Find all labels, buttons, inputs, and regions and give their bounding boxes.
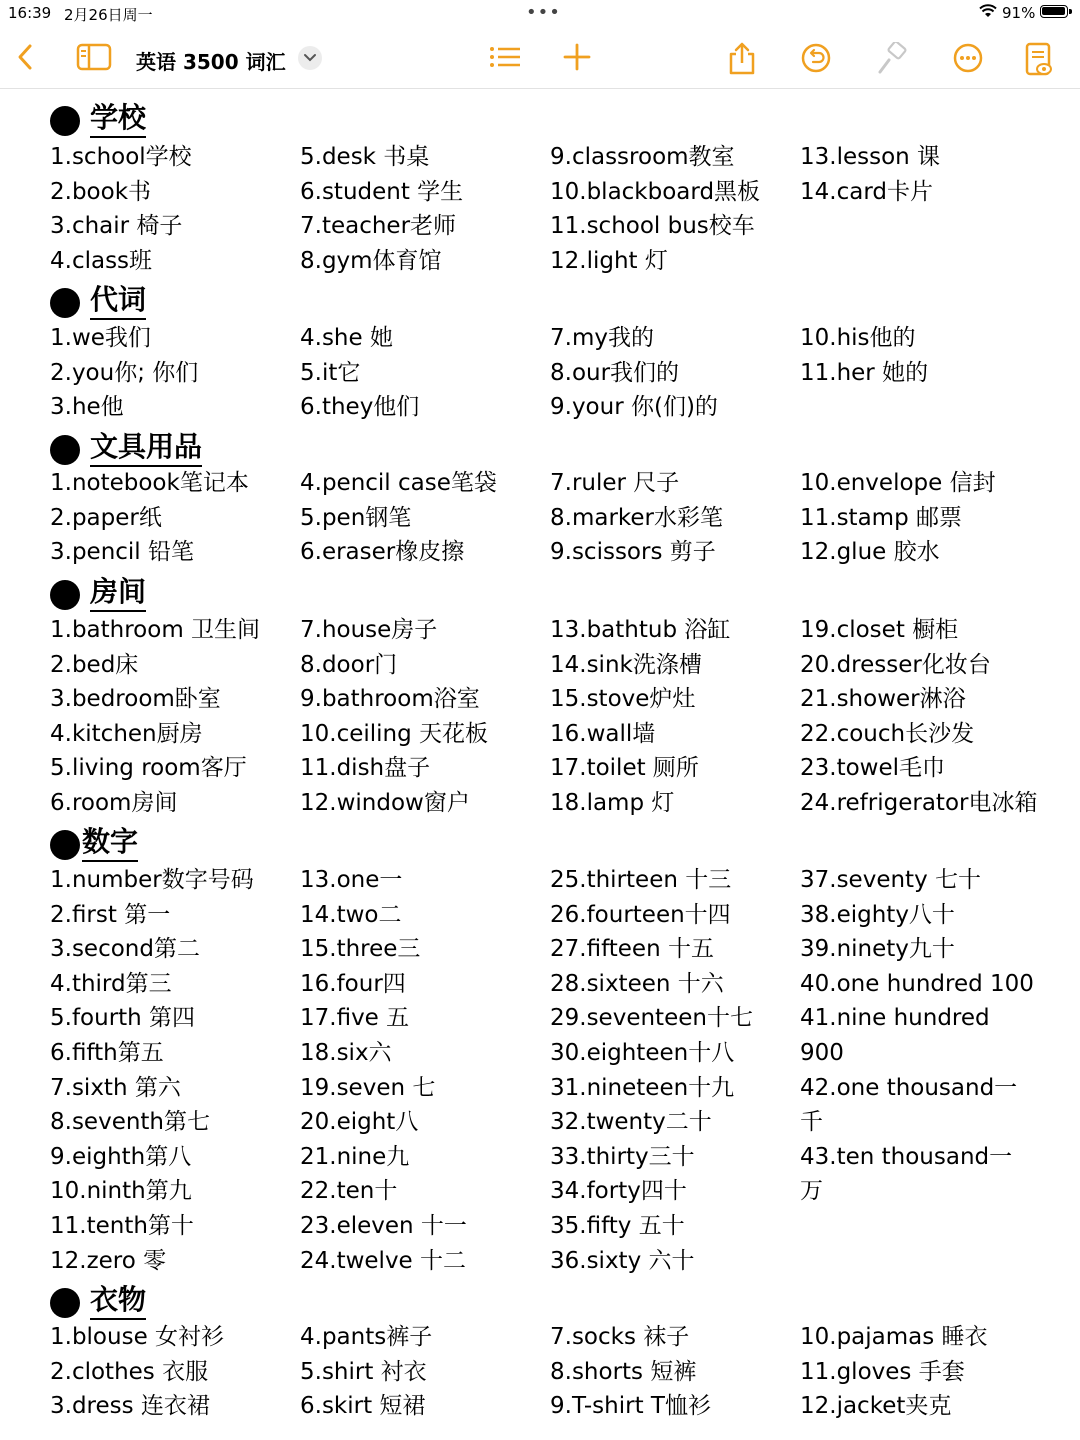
vocab-item: 39.ninety九十 (800, 936, 955, 963)
vocab-item: 10.his他的 (800, 325, 916, 351)
add-icon[interactable] (562, 42, 592, 72)
vocab-item: 11.stamp 邮票 (800, 504, 962, 531)
vocab-item: 12.light 灯 (550, 247, 668, 274)
vocab-item: 11.dish盘子 (300, 755, 431, 782)
multitasking-dots[interactable]: ••• (526, 2, 561, 23)
vocab-item: 24.refrigerator电冰箱 (800, 790, 1038, 816)
vocab-item: 2.clothes 衣服 (50, 1358, 209, 1385)
vocab-item: 38.eighty八十 (800, 901, 955, 928)
vocab-item: 10.pajamas 睡衣 (800, 1324, 988, 1350)
vocab-item: 11.tenth第十 (50, 1213, 194, 1239)
document-title[interactable]: 英语 3500 词汇 (136, 50, 286, 74)
bullet-icon (50, 106, 80, 136)
sidebar-icon[interactable] (76, 42, 112, 72)
vocab-item: 20.dresser化妆台 (800, 651, 991, 678)
section-title: 代词 (90, 282, 146, 320)
vocab-item: 15.stove炉灶 (550, 686, 696, 713)
vocab-item: 18.six六 (300, 1040, 392, 1066)
vocab-item: 27.fifteen 十五 (550, 936, 714, 963)
vocab-item: 31.nineteen十九 (550, 1074, 735, 1101)
bullet-icon (50, 288, 80, 318)
vocab-item: 9.bathroom浴室 (300, 686, 480, 713)
vocab-item: 42.one thousand一 (800, 1074, 1018, 1101)
vocab-item: 40.one hundred 100 (800, 970, 1034, 997)
vocab-item: 1.number数字号码 (50, 867, 254, 893)
vocab-item: 7.house房子 (300, 617, 438, 643)
vocab-item: 12.glue 胶水 (800, 539, 940, 566)
section-title: 文具用品 (90, 429, 202, 467)
vocab-item: 36.sixty 六十 (550, 1247, 695, 1274)
vocab-item: 5.it它 (300, 359, 361, 386)
vocab-item: 8.door门 (300, 651, 398, 678)
section-title: 衣物 (90, 1282, 146, 1320)
vocab-item: 4.third第三 (50, 970, 172, 997)
vocab-item: 3.bedroom卧室 (50, 686, 221, 713)
vocab-item: 43.ten thousand一 (800, 1143, 1013, 1170)
vocab-item: 10.envelope 信封 (800, 470, 996, 496)
vocab-item: 5.fourth 第四 (50, 1005, 196, 1032)
bullet-icon (50, 435, 80, 465)
vocab-item: 37.seventy 七十 (800, 867, 981, 893)
vocab-item: 7.sixth 第六 (50, 1074, 181, 1101)
battery-icon (1040, 5, 1068, 18)
more-options-icon[interactable] (952, 42, 984, 74)
vocab-item: 10.ceiling 天花板 (300, 720, 489, 747)
vocab-item: 6.student 学生 (300, 178, 464, 205)
vocab-item: 1.bathroom 卫生间 (50, 617, 261, 643)
vocab-item: 10.blackboard黑板 (550, 178, 761, 205)
vocab-item: 5.shirt 衬衣 (300, 1358, 427, 1385)
format-brush-icon[interactable] (876, 42, 908, 76)
vocab-item: 13.lesson 课 (800, 144, 941, 170)
vocab-item: 3.chair 椅子 (50, 213, 183, 240)
vocab-item: 3.second第二 (50, 936, 200, 963)
vocab-item: 6.skirt 短裙 (300, 1393, 426, 1420)
vocab-item: 900 (800, 1040, 844, 1066)
view-document-icon[interactable] (1024, 42, 1054, 78)
vocab-item: 14.card卡片 (800, 178, 933, 205)
vocab-item: 2.book书 (50, 178, 152, 205)
vocab-item: 9.your 你(们)的 (550, 394, 718, 421)
vocab-item: 19.closet 橱柜 (800, 617, 959, 643)
vocab-item: 4.pencil case笔袋 (300, 470, 497, 496)
bullet-icon (50, 830, 80, 860)
wifi-icon (978, 3, 998, 23)
vocab-item: 8.marker水彩笔 (550, 504, 724, 531)
vocab-item: 22.couch长沙发 (800, 720, 975, 747)
vocab-item: 25.thirteen 十三 (550, 867, 732, 893)
vocab-item: 8.shorts 短裤 (550, 1358, 697, 1385)
vocab-item: 14.two二 (300, 901, 402, 928)
vocab-item: 18.lamp 灯 (550, 790, 675, 816)
undo-icon[interactable] (800, 42, 832, 74)
section-title: 学校 (90, 100, 146, 138)
vocab-item: 9.T-shirt T恤衫 (550, 1393, 711, 1420)
vocab-item: 7.my我的 (550, 325, 654, 351)
vocab-item: 13.one一 (300, 867, 403, 893)
vocab-item: 21.shower淋浴 (800, 686, 966, 713)
vocab-item: 11.her 她的 (800, 359, 929, 386)
vocab-item: 3.pencil 铅笔 (50, 539, 195, 566)
vocab-item: 万 (800, 1178, 823, 1205)
vocab-item: 11.school bus校车 (550, 213, 755, 240)
vocab-item: 3.dress 连衣裙 (50, 1393, 210, 1420)
vocab-item: 1.we我们 (50, 325, 151, 351)
vocab-item: 6.eraser橡皮擦 (300, 539, 465, 566)
vocab-item: 7.ruler 尺子 (550, 470, 680, 496)
status-date: 2月26日周一 (64, 6, 153, 24)
vocab-item: 8.gym体育馆 (300, 247, 442, 274)
vocab-item: 3.he他 (50, 394, 124, 421)
list-icon[interactable] (488, 42, 522, 72)
vocab-item: 19.seven 七 (300, 1074, 436, 1101)
vocab-item: 2.you你; 你们 (50, 359, 199, 386)
vocab-item: 9.classroom教室 (550, 144, 735, 170)
vocab-item: 33.thirty三十 (550, 1143, 695, 1170)
vocab-item: 11.gloves 手套 (800, 1358, 965, 1385)
battery-percent: 91% (1002, 4, 1036, 22)
share-icon[interactable] (726, 42, 758, 76)
vocab-item: 千 (800, 1109, 823, 1136)
vocab-item: 35.fifty 五十 (550, 1213, 685, 1239)
vocab-item: 2.bed床 (50, 651, 139, 678)
vocab-item: 6.they他们 (300, 394, 420, 421)
vocab-item: 1.school学校 (50, 144, 192, 170)
vocab-item: 4.she 她 (300, 325, 393, 351)
vocab-item: 2.paper纸 (50, 504, 162, 531)
vocab-item: 7.teacher老师 (300, 213, 457, 240)
bullet-icon (50, 580, 80, 610)
vocab-item: 16.wall墙 (550, 720, 656, 747)
vocab-item: 4.kitchen厨房 (50, 720, 203, 747)
vocab-item: 26.fourteen十四 (550, 901, 731, 928)
vocab-item: 15.three三 (300, 936, 421, 963)
vocab-item: 2.first 第一 (50, 901, 171, 928)
toolbar (0, 30, 1080, 88)
vocab-item: 17.toilet 厕所 (550, 755, 699, 782)
vocab-item: 4.pants裤子 (300, 1324, 433, 1350)
vocab-item: 9.eighth第八 (50, 1143, 192, 1170)
vocab-item: 8.seventh第七 (50, 1109, 211, 1136)
vocab-item: 23.eleven 十一 (300, 1213, 467, 1239)
vocab-item: 41.nine hundred (800, 1005, 990, 1032)
vocab-item: 4.class班 (50, 247, 153, 274)
vocab-item: 34.forty四十 (550, 1178, 687, 1205)
vocab-item: 22.ten十 (300, 1178, 398, 1205)
vocab-item: 30.eighteen十八 (550, 1040, 735, 1066)
vocab-item: 24.twelve 十二 (300, 1247, 467, 1274)
chevron-down-icon[interactable] (298, 46, 322, 70)
toolbar-divider (0, 88, 1080, 89)
vocab-item: 21.nine九 (300, 1143, 410, 1170)
vocab-item: 29.seventeen十七 (550, 1005, 753, 1032)
vocab-item: 32.twenty二十 (550, 1109, 712, 1136)
vocab-item: 1.notebook笔记本 (50, 470, 249, 496)
vocab-item: 23.towel毛巾 (800, 755, 946, 782)
vocab-item: 6.room房间 (50, 790, 178, 816)
vocab-item: 16.four四 (300, 970, 406, 997)
bullet-icon (50, 1288, 80, 1318)
vocab-item: 6.fifth第五 (50, 1040, 164, 1066)
vocab-item: 12.window窗户 (300, 790, 470, 816)
back-chevron-icon[interactable] (14, 42, 38, 72)
vocab-item: 9.scissors 剪子 (550, 539, 716, 566)
vocab-item: 1.blouse 女衬衫 (50, 1324, 225, 1350)
vocab-item: 17.five 五 (300, 1005, 410, 1032)
vocab-item: 13.bathtub 浴缸 (550, 617, 731, 643)
vocab-item: 28.sixteen 十六 (550, 970, 724, 997)
vocab-item: 10.ninth第九 (50, 1178, 192, 1205)
vocab-item: 12.zero 零 (50, 1247, 167, 1274)
status-bar (0, 0, 1080, 26)
section-title: 数字 (82, 824, 138, 862)
section-title: 房间 (90, 574, 146, 612)
vocab-item: 14.sink洗涤槽 (550, 651, 702, 678)
vocab-item: 8.our我们的 (550, 359, 680, 386)
vocab-item: 5.living room客厅 (50, 755, 247, 782)
vocab-item: 5.desk 书桌 (300, 144, 430, 170)
vocab-item: 20.eight八 (300, 1109, 419, 1136)
vocab-item: 7.socks 袜子 (550, 1324, 690, 1350)
vocab-item: 12.jacket夹克 (800, 1393, 952, 1420)
status-time: 16:39 (8, 4, 52, 22)
vocab-item: 5.pen钢笔 (300, 504, 412, 531)
